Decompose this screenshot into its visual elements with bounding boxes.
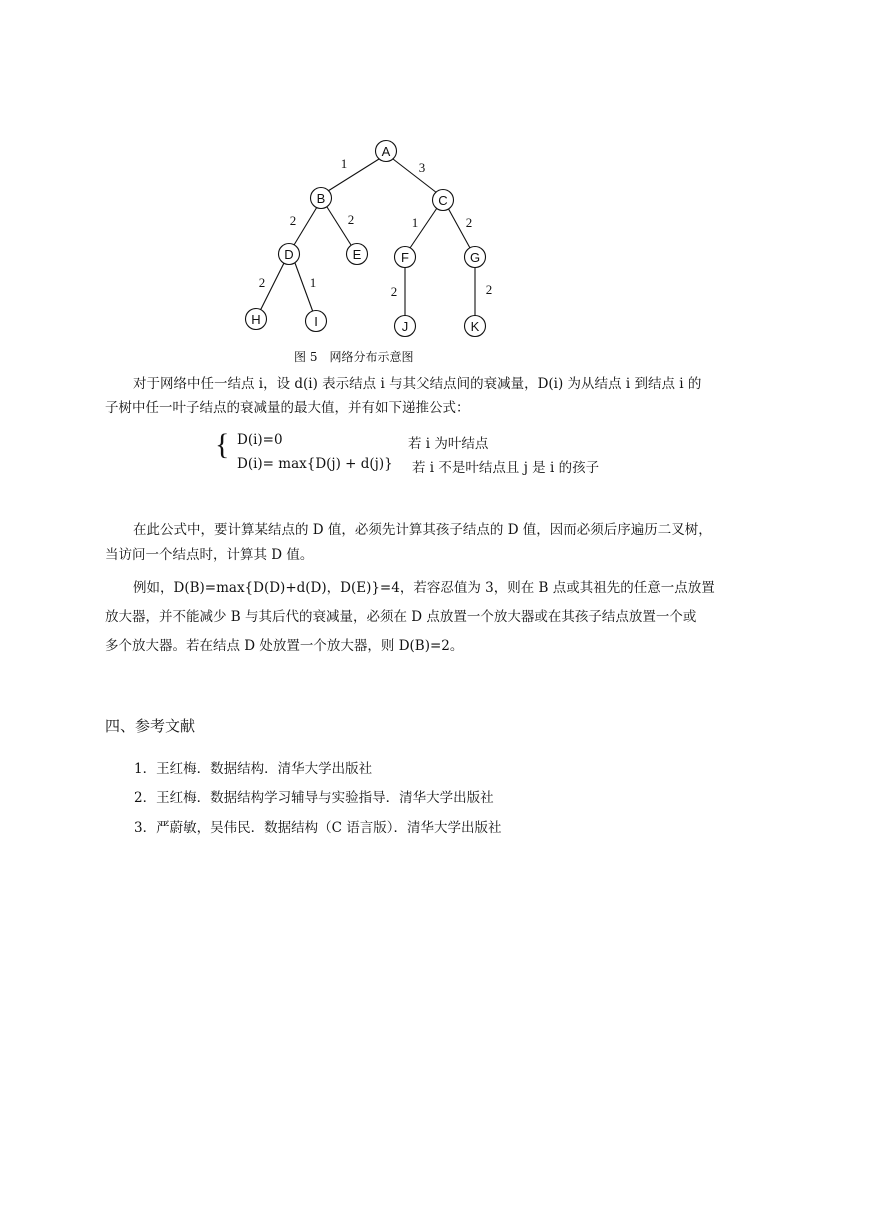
svg-text:A: A <box>381 144 391 159</box>
weight-b-d: 2 <box>289 213 297 228</box>
paragraph-2-line-1: 在此公式中，要计算某结点的 D 值，必须先计算其孩子结点的 D 值，因而必须后序遍历二叉树， <box>133 522 712 538</box>
svg-text:F: F <box>401 250 409 265</box>
node-f <box>395 247 416 268</box>
formula-row-2-left: D(i)= max{D(j) + d(j)} <box>237 456 393 472</box>
reference-item-2: 2．王红梅．数据结构学习辅导与实验指导．清华大学出版社 <box>134 790 494 806</box>
node-e <box>347 244 368 265</box>
paragraph-3-line-3: 多个放大器。若在结点 D 处放置一个放大器，则 D(B)=2。 <box>105 638 464 654</box>
node-b <box>311 188 332 209</box>
paragraph-1-line-2: 子树中任一叶子结点的衰减量的最大值，并有如下递推公式： <box>105 400 470 416</box>
weight-c-g: 2 <box>465 215 473 230</box>
formula-row-1-left: D(i)=0 <box>237 432 283 448</box>
weight-a-c: 3 <box>418 160 426 175</box>
weight-g-k: 2 <box>485 282 493 297</box>
node-a <box>376 141 397 162</box>
paragraph-2-line-2: 当访问一个结点时，计算其 D 值。 <box>105 547 314 563</box>
edge-a-c <box>393 159 437 193</box>
svg-text:J: J <box>401 319 409 334</box>
node-c <box>433 190 454 211</box>
svg-text:B: B <box>316 191 326 206</box>
svg-text:H: H <box>251 312 261 327</box>
paragraph-3-line-1: 例如，D(B)=max{D(D)+d(D)，D(E)}=4，若容忍值为 3，则在 B 点或其祖先的任意一点放置 <box>133 580 715 596</box>
formula-brace: { <box>215 428 230 461</box>
weight-f-j: 2 <box>390 284 398 299</box>
node-i <box>306 311 327 332</box>
figure-caption: 图 5 网络分布示意图 <box>294 350 414 364</box>
weight-a-b: 1 <box>340 156 348 171</box>
network-tree-diagram <box>0 0 869 360</box>
node-d <box>279 244 300 265</box>
formula-row-2-right: 若 i 不是叶结点且 j 是 i 的孩子 <box>412 460 600 476</box>
weight-d-h: 2 <box>258 275 266 290</box>
svg-text:C: C <box>438 193 448 208</box>
svg-text:K: K <box>470 319 480 334</box>
svg-text:D: D <box>284 247 294 262</box>
paragraph-1-line-1: 对于网络中任一结点 i，设 d(i) 表示结点 i 与其父结点间的衰减量，D(i) 为从结点 i 到结点 i 的 <box>133 376 702 392</box>
reference-item-3: 3．严蔚敏，吴伟民．数据结构（C 语言版）．清华大学出版社 <box>134 820 502 836</box>
node-h <box>246 309 267 330</box>
paragraph-3-line-2: 放大器，并不能减少 B 与其后代的衰减量，必须在 D 点放置一个放大器或在其孩子结点放置一个或 <box>105 609 697 625</box>
weight-c-f: 1 <box>411 215 419 230</box>
svg-text:E: E <box>352 247 362 262</box>
edge-a-b <box>328 159 379 191</box>
edge-b-d <box>294 207 317 245</box>
formula-row-1-right: 若 i 为叶结点 <box>408 436 489 452</box>
reference-item-1: 1．王红梅．数据结构．清华大学出版社 <box>134 761 373 777</box>
svg-text:I: I <box>314 314 318 329</box>
section-title-references: 四、参考文献 <box>105 717 196 735</box>
node-j <box>395 316 416 337</box>
weight-b-e: 2 <box>347 212 355 227</box>
node-g <box>465 247 486 268</box>
node-k <box>465 316 486 337</box>
svg-text:G: G <box>469 250 481 265</box>
weight-d-i: 1 <box>309 275 317 290</box>
